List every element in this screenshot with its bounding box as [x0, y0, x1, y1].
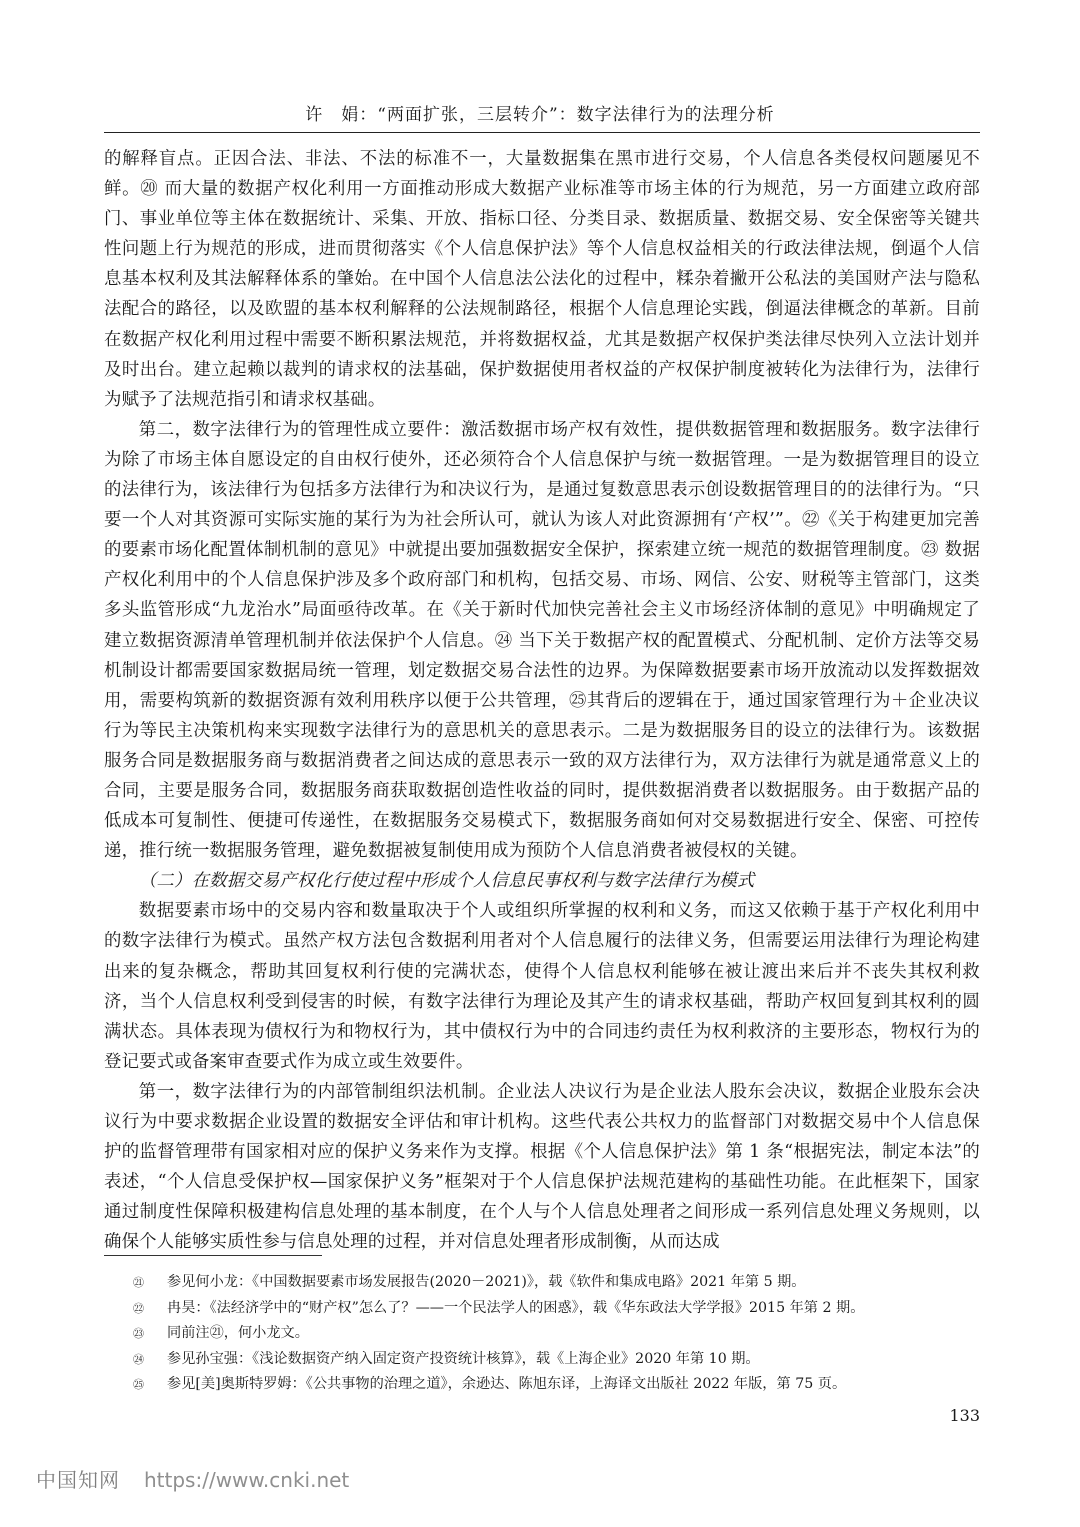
footnote-text: 参见[美]奥斯特罗姆：《公共事物的治理之道》，余逊达、陈旭东译，上海译文出版社 2022 年版，第 75 页。	[167, 1376, 847, 1392]
footnote-mark: ㉕	[133, 1378, 144, 1391]
footnote-25	[133, 1372, 980, 1398]
footnote-mark: ㉒	[133, 1301, 144, 1315]
body-paragraph-3: 数据要素市场中的交易内容和数量取决于个人或组织所掌握的权利和义务，而这又依赖于基于产权化利用中的数字法律行为模式。虽然产权方法包含数据利用者对个人信息履行的法律义务，但需要运用法律行为理论构建出来的复杂概念，帮助其回复权利行使的完满状态，使得个人信息权利能够在被让渡出来后并不丧失其权利救济，当个人信息权利受到侵害的时候，有数字法律行为理论及其产生的请求权基础，帮助产权回复到其权利的圆满状态。具体表现为债权行为和物权行为，其中债权行为中的合同违约责任为权利救济的主要形态，物权行为的登记要式或备案审查要式作为成立或生效要件。	[104, 901, 980, 1072]
header-rule	[104, 132, 980, 133]
body-paragraph-1: 的解释盲点。正因合法、非法、不法的标准不一，大量数据集在黑市进行交易，个人信息各类侵权问题屡见不鲜。⑳ 而大量的数据产权化利用一方面推动形成大数据产业标准等市场主体的行为规范，另一方面建立政府部门、事业单位等主体在数据统计、采集、开放、指标口径、分类目录、数据质量、数据交易、安全保密等关键共性问题上行为规范的形成，进而贯彻落实《个人信息保护法》等个人信息权益相关的行政法律法规，倒逼个人信息基本权利及其法解释体系的肇始。在中国个人信息法公法化的过程中，糅杂着撇开公私法的美国财产法与隐私法配合的路径，以及欧盟的基本权利解释的公法规制路径，根据个人信息理论实践，倒逼法律概念的革新。目前在数据产权化利用过程中需要不断积累法规范，并将数据权益，尤其是数据产权保护类法律尽快列入立法计划并及时出台。建立起赖以裁判的请求权的法基础，保护数据使用者权益的产权保护制度被转化为法律行为，法律行为赋予了法规范指引和请求权基础。	[104, 149, 980, 410]
footnote-text: 参见孙宝强：《浅论数据资产纳入固定资产投资统计核算》，载《上海企业》2020 年第 10 期。	[167, 1350, 760, 1367]
footnote-text: 参见何小龙：《中国数据要素市场发展报告(2020－2021)》，载《软件和集成电路》2021 年第 5 期。	[167, 1274, 806, 1290]
body-paragraph-4: 第一，数字法律行为的内部管制组织法机制。企业法人决议行为是企业法人股东会决议，数据企业股东会决议行为中要求数据企业设置的数据安全评估和审计机构。这些代表公共权力的监督部门对数据交易中个人信息保护的监督管理带有国家相对应的保护义务来作为支撑。根据《个人信息保护法》第 1 条“根据宪法，制定本法”的表述，“个人信息受保护权—国家保护义务”框架对于个人信息保护法规范建构的基础性功能。在此框架下，国家通过制度性保障积极建构信息处理的基本制度，在个人与个人信息处理者之间形成一系列信息处理义务规则，以确保个人能够实质性参与信息处理的过程，并对信息处理者形成制衡，从而达成	[104, 1081, 980, 1253]
body-paragraph-2: 第二，数字法律行为的管理性成立要件：激活数据市场产权有效性，提供数据管理和数据服务。数字法律行为除了市场主体自愿设定的自由权行使外，还必须符合个人信息保护与统一数据管理。一是为数据管理目的设立的法律行为，该法律行为包括多方法律行为和决议行为，是通过复数意思表示创设数据管理目的的法律行为。“只要一个人对其资源可实际实施的某行为为社会所认可，就认为该人对此资源拥有‘产权’”。㉒《关于构建更加完善的要素市场化配置体制机制的意见》中就提出要加强数据安全保护，探索建立统一规范的数据管理制度。㉓ 数据产权化利用中的个人信息保护涉及多个政府部门和机构，包括交易、市场、网信、公安、财税等主管部门，这类多头监管形成“九龙治水”局面亟待改革。在《关于新时代加快完善社会主义市场经济体制的意见》中明确规定了建立数据资源清单管理机制并依法保护个人信息。㉔ 当下关于数据产权的配置模式、分配机制、定价方法等交易机制设计都需要国家数据局统一管理，划定数据交易合法性的边界。为保障数据要素市场开放流动以发挥数据效用，需要构筑新的数据资源有效利用秩序以便于公共管理，㉕其背后的逻辑在于，通过国家管理行为＋企业决议行为等民主决策机构来实现数字法律行为的意思机关的意思表示。二是为数据服务目的设立的法律行为。该数据服务合同是数据服务商与数据消费者之间达成的意思表示一致的双方法律行为，双方法律行为就是通常意义上的合同，主要是服务合同，数据服务商获取数据创造性收益的同时，提供数据消费者以数据服务。由于数据产品的低成本可复制性、便捷可传递性，在数据服务交易模式下，数据服务商如何对交易数据进行安全、保密、可控传递，推行统一数据服务管理，避免数据被复制使用成为预防个人信息消费者被侵权的关键。	[104, 419, 980, 862]
footnote-mark: ㉑	[133, 1276, 144, 1289]
page-number: 133	[949, 1406, 980, 1425]
footnote-text: 同前注㉑，何小龙文。	[167, 1325, 309, 1341]
footnote-mark: ㉓	[133, 1327, 144, 1340]
article-body	[104, 144, 980, 1257]
cnki-url: https://www.cnki.net	[144, 1468, 350, 1492]
footnotes	[133, 1270, 980, 1398]
footnote-22	[133, 1296, 980, 1322]
footnote-24	[133, 1347, 980, 1373]
cnki-watermark	[36, 1464, 349, 1493]
cnki-logo: 中国知网	[36, 1468, 120, 1492]
footnote-text: 冉昊：《法经济学中的“财产权”怎么了？——一个民法学人的困惑》，载《华东政法大学学报》2015 年第 2 期。	[167, 1299, 865, 1316]
section-subheading: （二）在数据交易产权化行使过程中形成个人信息民事权利与数字法律行为模式	[138, 871, 755, 892]
running-head: 许 娟：“两面扩张，三层转介”：数字法律行为的法理分析	[305, 105, 775, 125]
footnote-rule	[104, 1255, 322, 1256]
footnote-mark: ㉔	[133, 1352, 144, 1366]
footnote-21	[133, 1270, 980, 1296]
footnote-23	[133, 1321, 980, 1347]
